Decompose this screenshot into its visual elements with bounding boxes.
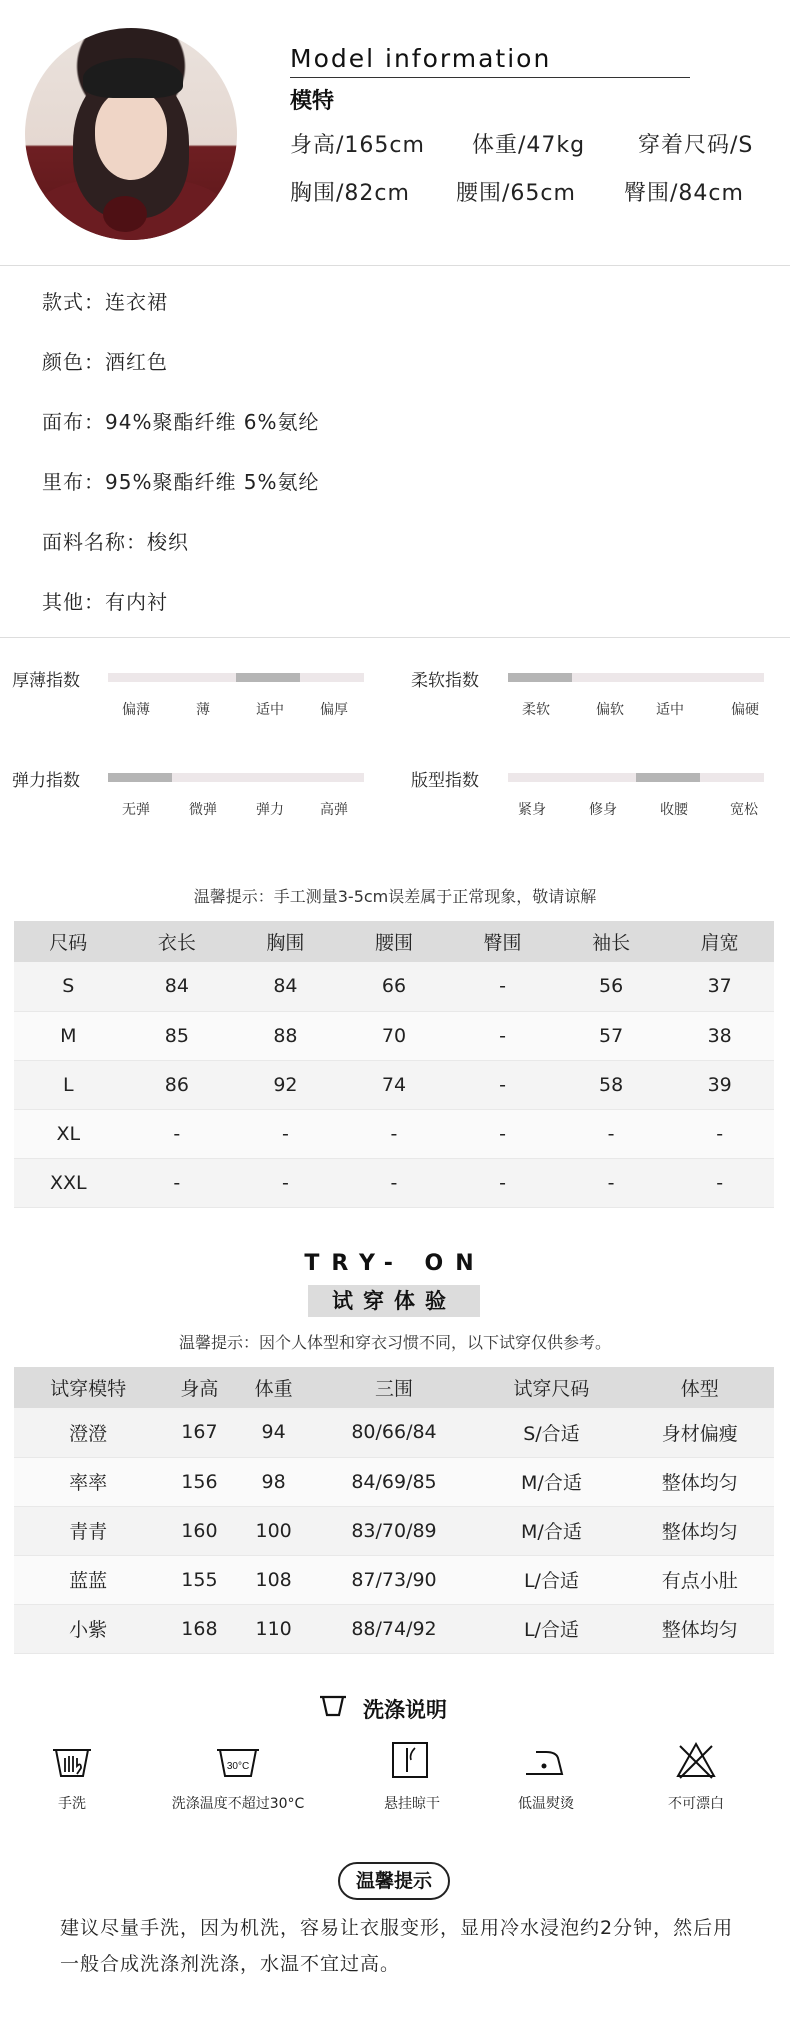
- fit-tick: 宽松: [730, 802, 758, 818]
- elasticity-index-label: 弹力指数: [12, 771, 80, 791]
- size-header-cell: 袖长: [557, 921, 666, 962]
- model-avatar: [25, 28, 237, 240]
- table-cell: 有点小肚: [626, 1555, 774, 1604]
- table-cell: 84: [123, 962, 232, 1011]
- attr-color: 颜色：酒红色: [42, 350, 168, 374]
- table-cell: 85: [123, 1011, 232, 1060]
- softness-index-bar: [508, 673, 764, 682]
- wash-30-icon-text: 30°C: [226, 1761, 250, 1772]
- tryon-title-cn: 试穿体验: [308, 1285, 480, 1317]
- fit-tick: 收腰: [660, 802, 688, 818]
- elasticity-index-bar: [108, 773, 364, 782]
- thickness-tick: 偏薄: [122, 702, 150, 718]
- table-cell: -: [448, 1060, 557, 1109]
- thickness-index-fill: [236, 673, 300, 682]
- size-table: [14, 921, 774, 1208]
- model-hip: 臀围/84cm: [624, 181, 744, 206]
- elasticity-index-fill: [108, 773, 172, 782]
- table-cell: 37: [665, 962, 774, 1011]
- table-cell: -: [448, 1158, 557, 1207]
- size-header-cell: 臀围: [448, 921, 557, 962]
- table-row: [14, 1506, 774, 1555]
- table-cell: 88: [231, 1011, 340, 1060]
- attr-outer-fabric: 面布：94%聚酯纤维 6%氨纶: [42, 410, 320, 434]
- model-bust: 胸围/82cm: [290, 181, 410, 206]
- wash-label: 低温熨烫: [518, 1796, 574, 1812]
- softness-tick: 柔软: [522, 702, 550, 718]
- size-header-cell: 肩宽: [665, 921, 774, 962]
- tryon-header-cell: 试穿模特: [14, 1367, 162, 1408]
- table-cell: -: [665, 1109, 774, 1158]
- table-cell: XXL: [14, 1158, 123, 1207]
- table-cell: 108: [237, 1555, 311, 1604]
- table-cell: 98: [237, 1457, 311, 1506]
- fit-tick: 紧身: [518, 802, 546, 818]
- table-cell: 84/69/85: [311, 1457, 478, 1506]
- table-cell: 167: [162, 1408, 236, 1457]
- size-header-cell: 腰围: [340, 921, 449, 962]
- tryon-table: [14, 1367, 774, 1654]
- table-cell: 88/74/92: [311, 1604, 478, 1653]
- attr-other: 其他：有内衬: [42, 590, 168, 614]
- table-cell: -: [340, 1158, 449, 1207]
- elasticity-tick: 高弹: [320, 802, 348, 818]
- table-cell: 39: [665, 1060, 774, 1109]
- table-cell: M/合适: [477, 1457, 625, 1506]
- table-cell: -: [448, 962, 557, 1011]
- size-table-header: [14, 921, 774, 962]
- table-cell: 70: [340, 1011, 449, 1060]
- model-size: 穿着尺码/S: [638, 133, 754, 158]
- table-cell: 58: [557, 1060, 666, 1109]
- table-cell: -: [340, 1109, 449, 1158]
- model-height: 身高/165cm: [290, 133, 425, 158]
- table-cell: 青青: [14, 1506, 162, 1555]
- table-cell: 整体均匀: [626, 1604, 774, 1653]
- table-cell: 86: [123, 1060, 232, 1109]
- table-cell: 74: [340, 1060, 449, 1109]
- tryon-header-cell: 三围: [311, 1367, 478, 1408]
- low-iron-icon: [464, 1746, 624, 1784]
- table-cell: 38: [665, 1011, 774, 1060]
- table-cell: -: [448, 1011, 557, 1060]
- table-cell: 94: [237, 1408, 311, 1457]
- table-row: [14, 1109, 774, 1158]
- table-cell: -: [231, 1158, 340, 1207]
- table-cell: L/合适: [477, 1604, 625, 1653]
- size-header-cell: 衣长: [123, 921, 232, 962]
- table-cell: 66: [340, 962, 449, 1011]
- table-cell: -: [448, 1109, 557, 1158]
- model-label: 模特: [290, 89, 335, 114]
- wash-label: 悬挂晾干: [384, 1796, 440, 1812]
- size-note: 温馨提示：手工测量3-5cm误差属于正常现象，敬请谅解: [193, 887, 597, 906]
- softness-index-fill: [508, 673, 572, 682]
- softness-tick: 偏软: [596, 702, 624, 718]
- tryon-table-header: [14, 1367, 774, 1408]
- softness-index-label: 柔软指数: [411, 671, 479, 691]
- table-cell: 160: [162, 1506, 236, 1555]
- table-row: [14, 1158, 774, 1207]
- fit-index-fill: [636, 773, 700, 782]
- table-cell: 澄澄: [14, 1408, 162, 1457]
- model-info-title: Model information: [290, 44, 552, 73]
- model-waist: 腰围/65cm: [456, 181, 576, 206]
- thickness-index-bar: [108, 673, 364, 682]
- table-cell: 57: [557, 1011, 666, 1060]
- table-row: [14, 1060, 774, 1109]
- table-cell: 56: [557, 962, 666, 1011]
- table-cell: 168: [162, 1604, 236, 1653]
- table-cell: S/合适: [477, 1408, 625, 1457]
- table-cell: 110: [237, 1604, 311, 1653]
- fit-index-bar: [508, 773, 764, 782]
- section-divider: [0, 637, 790, 638]
- attr-fabric-name: 面料名称：梭织: [42, 530, 189, 554]
- thickness-tick: 适中: [256, 702, 284, 718]
- table-cell: -: [123, 1109, 232, 1158]
- tip-badge: 温馨提示: [338, 1862, 450, 1900]
- thickness-tick: 偏厚: [320, 702, 348, 718]
- hand-wash-icon: [0, 1742, 152, 1786]
- table-cell: 156: [162, 1457, 236, 1506]
- attr-style: 款式：连衣裙: [42, 290, 168, 314]
- no-bleach-icon: [616, 1740, 776, 1784]
- size-header-cell: 胸围: [231, 921, 340, 962]
- elasticity-tick: 弹力: [256, 802, 284, 818]
- table-cell: M/合适: [477, 1506, 625, 1555]
- softness-tick: 适中: [656, 702, 684, 718]
- table-cell: 整体均匀: [626, 1457, 774, 1506]
- table-cell: 率率: [14, 1457, 162, 1506]
- table-row: [14, 1011, 774, 1060]
- tryon-note: 温馨提示：因个人体型和穿衣习惯不同，以下试穿仅供参考。: [178, 1333, 611, 1352]
- size-header-cell: 尺码: [14, 921, 123, 962]
- table-cell: 100: [237, 1506, 311, 1555]
- wash-label: 洗涤温度不超过30°C: [171, 1796, 305, 1812]
- table-row: [14, 1555, 774, 1604]
- tryon-header-cell: 体重: [237, 1367, 311, 1408]
- table-row: [14, 962, 774, 1011]
- table-cell: L: [14, 1060, 123, 1109]
- table-cell: 155: [162, 1555, 236, 1604]
- elasticity-tick: 无弹: [122, 802, 150, 818]
- table-cell: -: [123, 1158, 232, 1207]
- section-divider: [0, 265, 790, 266]
- title-divider: [290, 77, 690, 78]
- table-row: [14, 1457, 774, 1506]
- model-weight: 体重/47kg: [472, 133, 586, 158]
- attr-lining: 里布：95%聚酯纤维 5%氨纶: [42, 470, 320, 494]
- softness-tick: 偏硬: [731, 702, 759, 718]
- tryon-header-cell: 体型: [626, 1367, 774, 1408]
- table-cell: L/合适: [477, 1555, 625, 1604]
- wash-30-icon: [158, 1742, 318, 1786]
- table-cell: S: [14, 962, 123, 1011]
- fit-tick: 修身: [589, 802, 617, 818]
- table-cell: -: [665, 1158, 774, 1207]
- table-cell: 整体均匀: [626, 1506, 774, 1555]
- table-cell: 80/66/84: [311, 1408, 478, 1457]
- table-cell: 蓝蓝: [14, 1555, 162, 1604]
- table-cell: 身材偏瘦: [626, 1408, 774, 1457]
- table-row: [14, 1604, 774, 1653]
- table-row: [14, 1408, 774, 1457]
- table-cell: M: [14, 1011, 123, 1060]
- wash-label: 不可漂白: [668, 1796, 724, 1812]
- table-cell: -: [557, 1158, 666, 1207]
- table-cell: 84: [231, 962, 340, 1011]
- table-cell: 92: [231, 1060, 340, 1109]
- table-cell: 小紫: [14, 1604, 162, 1653]
- table-cell: XL: [14, 1109, 123, 1158]
- table-cell: -: [231, 1109, 340, 1158]
- wash-label: 手洗: [58, 1796, 86, 1812]
- elasticity-tick: 微弹: [189, 802, 217, 818]
- tip-text: 建议尽量手洗，因为机洗，容易让衣服变形，显用冷水浸泡约2分钟，然后用一般合成洗涤剂洗涤，水温不宜过高。: [60, 1917, 734, 1975]
- tryon-header-cell: 身高: [162, 1367, 236, 1408]
- tryon-title-en: TRY- ON: [304, 1251, 486, 1276]
- table-cell: 87/73/90: [311, 1555, 478, 1604]
- thickness-tick: 薄: [196, 702, 210, 718]
- table-cell: 83/70/89: [311, 1506, 478, 1555]
- tryon-header-cell: 试穿尺码: [477, 1367, 625, 1408]
- wash-title: 洗涤说明: [363, 1698, 447, 1722]
- table-cell: -: [557, 1109, 666, 1158]
- thickness-index-label: 厚薄指数: [12, 671, 80, 691]
- fit-index-label: 版型指数: [411, 771, 479, 791]
